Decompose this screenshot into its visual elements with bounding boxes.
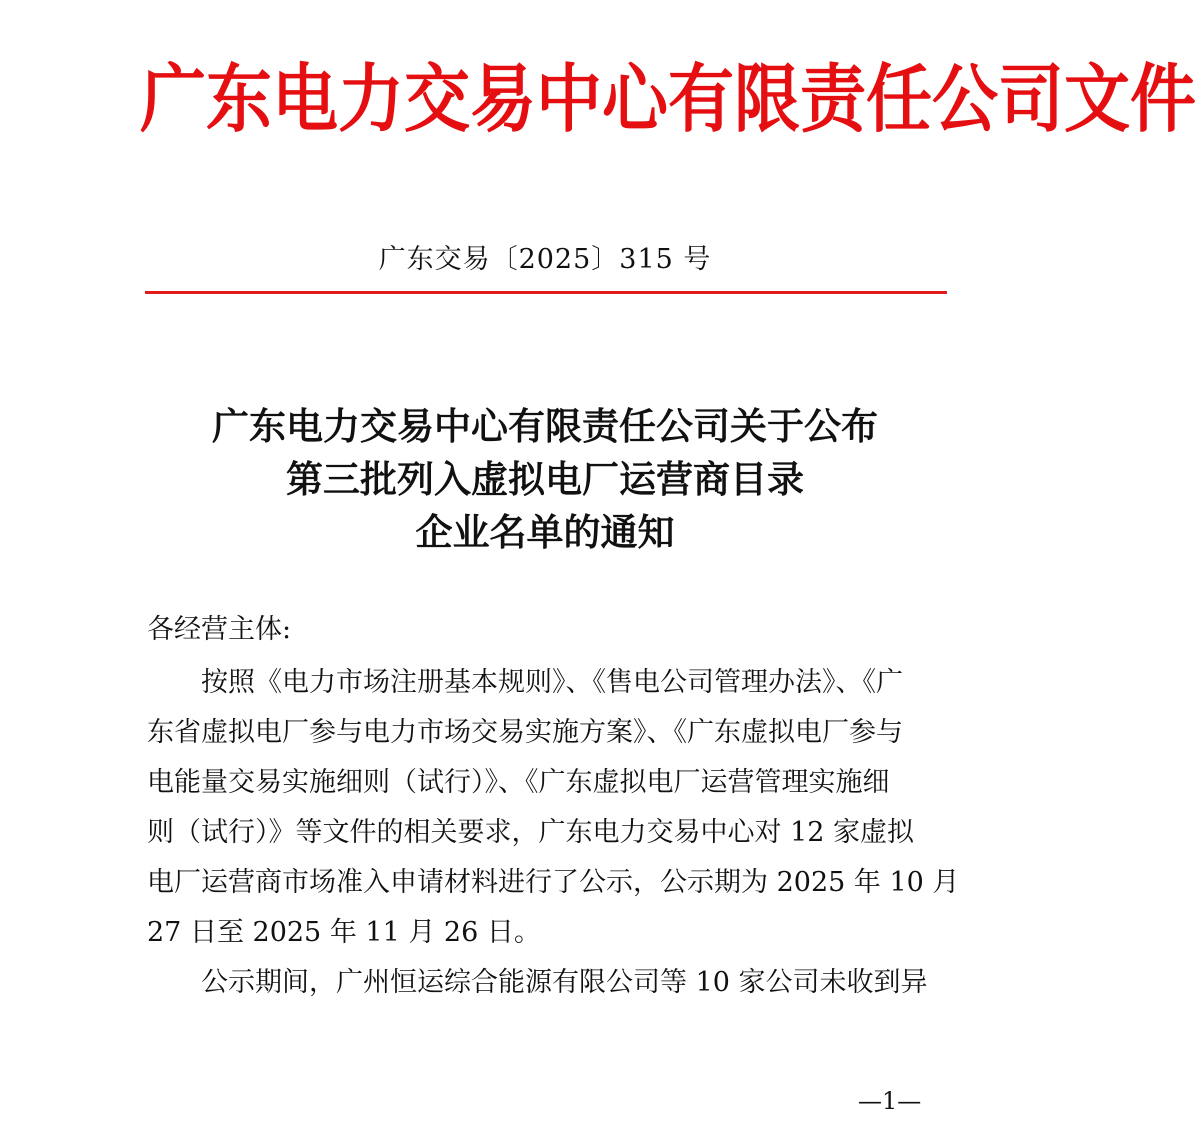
body-line: 27 日至 2025 年 11 月 26 日。 bbox=[147, 917, 541, 948]
body-line: 东省虚拟电厂参与电力市场交易实施方案》、《广东虚拟电厂参与 bbox=[147, 717, 903, 748]
notice-title bbox=[140, 400, 950, 559]
notice-title-line: 企业名单的通知 bbox=[415, 510, 675, 554]
document-header-title: 广东电力交易中心有限责任公司文件 bbox=[140, 55, 1196, 143]
notice-title-line: 第三批列入虚拟电厂运营商目录 bbox=[286, 457, 804, 501]
document-number: 广东交易〔2025〕315 号 bbox=[378, 244, 712, 275]
notice-title-line: 广东电力交易中心有限责任公司关于公布 bbox=[212, 404, 878, 448]
salutation: 各经营主体: bbox=[147, 614, 292, 645]
red-divider-rule bbox=[145, 291, 947, 294]
body-line: 电厂运营商市场准入申请材料进行了公示，公示期为 2025 年 10 月 bbox=[147, 867, 960, 898]
body-line: 公示期间，广州恒运综合能源有限公司等 10 家公司未收到异 bbox=[201, 967, 928, 998]
body-line: 按照《电力市场注册基本规则》、《售电公司管理办法》、《广 bbox=[201, 667, 903, 698]
page-number: —1— bbox=[858, 1087, 922, 1115]
body-line: 电能量交易实施细则（试行）》、《广东虚拟电厂运营管理实施细 bbox=[147, 767, 890, 798]
body-line: 则（试行）》等文件的相关要求，广东电力交易中心对 12 家虚拟 bbox=[147, 817, 915, 848]
